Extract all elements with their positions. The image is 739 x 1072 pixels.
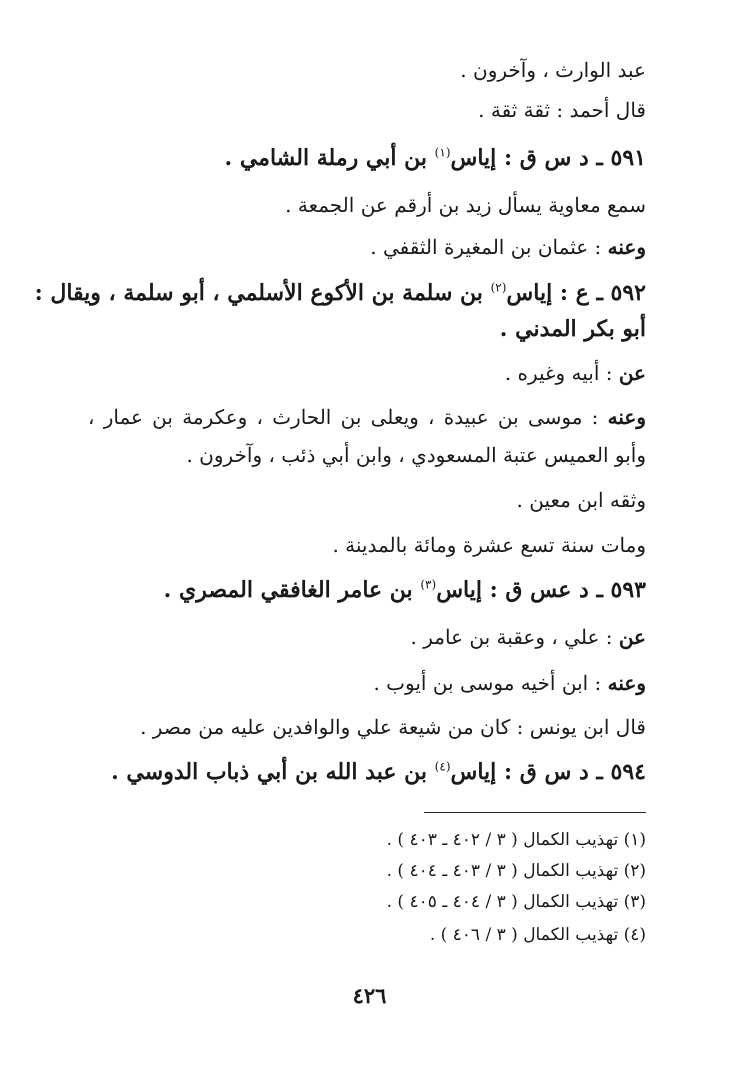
footnote-1: (١) تهذيب الكمال ( ٣ / ٤٠٢ ـ ٤٠٣ ) . (386, 830, 646, 850)
narrators-text: : موسى بن عبيدة ، ويعلى بن الحارث ، وعكرمة بن عمار ، (88, 405, 599, 429)
footnote-ref-3: (٣) (420, 577, 437, 592)
text-line-tawthiq: وثقه ابن معين . (516, 488, 646, 512)
text-line-narrated-from (88, 358, 646, 388)
text-line-narrated-from (88, 622, 646, 652)
entry-heading-591 (88, 143, 646, 173)
label-an: عن (618, 361, 646, 385)
label-wa-anhu: وعنه (607, 671, 646, 695)
entry-heading-592-continued: أبو بكر المدني . (499, 316, 646, 342)
text-line-ahmad-quote: قال أحمد : ثقة ثقة . (478, 98, 646, 122)
entry-heading-593 (88, 575, 646, 605)
entry-heading-592 (34, 278, 646, 308)
entry-heading-head: ٥٩٤ ـ د س ق : إياس (450, 759, 646, 785)
label-wa-anhu: وعنه (607, 235, 646, 259)
text-line-narrators-continued: وأبو العميس عتبة المسعودي ، وابن أبي ذئب ، وآخرون . (186, 443, 646, 467)
text-line-narrators-from-him (88, 402, 646, 432)
narrators-text: : ابن أخيه موسى بن أيوب . (373, 671, 602, 695)
footnote-ref-2: (٢) (490, 280, 507, 295)
entry-heading-head: ٥٩٣ ـ د عس ق : إياس (436, 577, 646, 603)
text-line-ibn-yunus-quote: قال ابن يونس : كان من شيعة علي والوافدين عليه من مصر . (140, 715, 646, 739)
page-number: ٤٢٦ (352, 983, 387, 1008)
label-an: عن (618, 625, 646, 649)
text-line-continuation: عبد الوارث ، وآخرون . (460, 58, 646, 82)
entry-heading-head: ٥٩٢ ـ ع : إياس (506, 280, 646, 306)
footnote-ref-1: (١) (434, 145, 451, 160)
text-line-heard: سمع معاوية يسأل زيد بن أرقم عن الجمعة . (285, 193, 646, 217)
entry-heading-tail: بن عامر الغافقي المصري . (163, 577, 413, 603)
entry-heading-tail: بن سلمة بن الأكوع الأسلمي ، أبو سلمة ، ويقال : (34, 280, 483, 306)
footnote-3: (٣) تهذيب الكمال ( ٣ / ٤٠٤ ـ ٤٠٥ ) . (386, 892, 646, 912)
footnote-2: (٢) تهذيب الكمال ( ٣ / ٤٠٣ ـ ٤٠٤ ) . (386, 861, 646, 881)
entry-heading-head: ٥٩١ ـ د س ق : إياس (450, 145, 646, 171)
label-wa-anhu: وعنه (607, 405, 646, 429)
text-line-narrators-from-him (88, 668, 646, 698)
text-line-death: ومات سنة تسع عشرة ومائة بالمدينة . (332, 533, 646, 557)
footnote-4: (٤) تهذيب الكمال ( ٣ / ٤٠٦ ) . (429, 925, 646, 945)
narrated-from-text: : أبيه وغيره . (504, 361, 613, 385)
footnote-separator (424, 812, 646, 813)
text-line-narrators-from-him (88, 232, 646, 262)
entry-heading-tail: بن عبد الله بن أبي ذباب الدوسي . (111, 759, 427, 785)
footnote-ref-4: (٤) (434, 759, 451, 774)
narrated-from-text: : علي ، وعقبة بن عامر . (410, 625, 613, 649)
entry-heading-594 (88, 757, 646, 787)
entry-heading-tail: بن أبي رملة الشامي . (224, 145, 427, 171)
narrators-text: : عثمان بن المغيرة الثقفي . (370, 235, 602, 259)
